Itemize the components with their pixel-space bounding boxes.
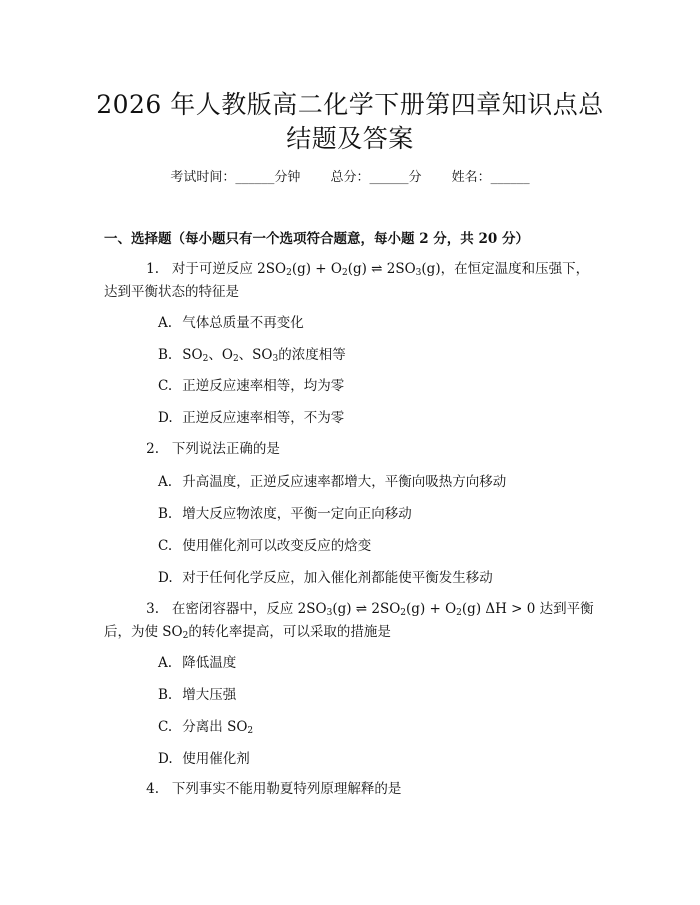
question-number: 3. [146, 601, 159, 617]
question-1-option-d: D. 正逆反应速率相等，不为零 [158, 410, 345, 426]
time-unit: 分钟 [274, 170, 301, 185]
page-title-line-1: 2026 年人教版高二化学下册第四章知识点总 [96, 90, 604, 119]
question-number: 2. [146, 441, 159, 457]
question-3-option-c: C. 分离出 $SO_2$ [158, 719, 254, 736]
exam-meta [0, 169, 700, 187]
score-unit: 分 [408, 170, 422, 185]
question-2-option-a: A. 升高温度，正逆反应速率都增大，平衡向吸热方向移动 [158, 474, 507, 490]
question-2-option-c: C. 使用催化剂可以改变反应的焓变 [158, 538, 372, 554]
time-blank: ______ [235, 170, 275, 185]
page-title-line-2: 结题及答案 [286, 124, 414, 153]
question-2-option-d: D. 对于任何化学反应，加入催化剂都能使平衡发生移动 [158, 570, 493, 586]
question-3-option-a: A. 降低温度 [158, 655, 237, 671]
question-3: 3. 在密闭容器中，反应 $2SO_3(g)$ ⇌ $2SO_2(g) + O_2(g) \Delta H > 0$ 达到平衡后，为使 $SO_2$的转化率提高，可以采取的措施是 [104, 598, 596, 644]
question-number: 1. [146, 261, 159, 277]
question-1: 1. 对于可逆反应 $2SO_2(g) + O_2(g)$ ⇌ $2SO_3(g)$，在恒定温度和压强下，达到平衡状态的特征是 [104, 258, 596, 304]
name-blank: ______ [490, 170, 530, 185]
question-1-option-a: A. 气体总质量不再变化 [158, 315, 304, 331]
question-1-option-c: C. 正逆反应速率相等，均为零 [158, 378, 345, 394]
question-2-option-b: B. 增大反应物浓度，平衡一定向正向移动 [158, 506, 412, 522]
name-label: 姓名： [451, 170, 491, 185]
score-blank: ______ [369, 170, 409, 185]
question-2: 2. 下列说法正确的是 [104, 438, 596, 461]
question-1-option-b: B. $SO_2$、$O_2$、$SO_3$的浓度相等 [158, 347, 346, 364]
question-number: 4. [146, 781, 159, 797]
question-3-option-d: D. 使用催化剂 [158, 751, 250, 767]
score-label: 总分： [330, 170, 370, 185]
question-4: 4. 下列事实不能用勒夏特列原理解释的是 [104, 778, 596, 801]
section-heading-choice: 一、选择题（每小题只有一个选项符合题意，每小题 2 分，共 20 分） [104, 231, 529, 247]
question-3-option-b: B. 增大压强 [158, 687, 237, 703]
time-label: 考试时间： [170, 170, 236, 185]
